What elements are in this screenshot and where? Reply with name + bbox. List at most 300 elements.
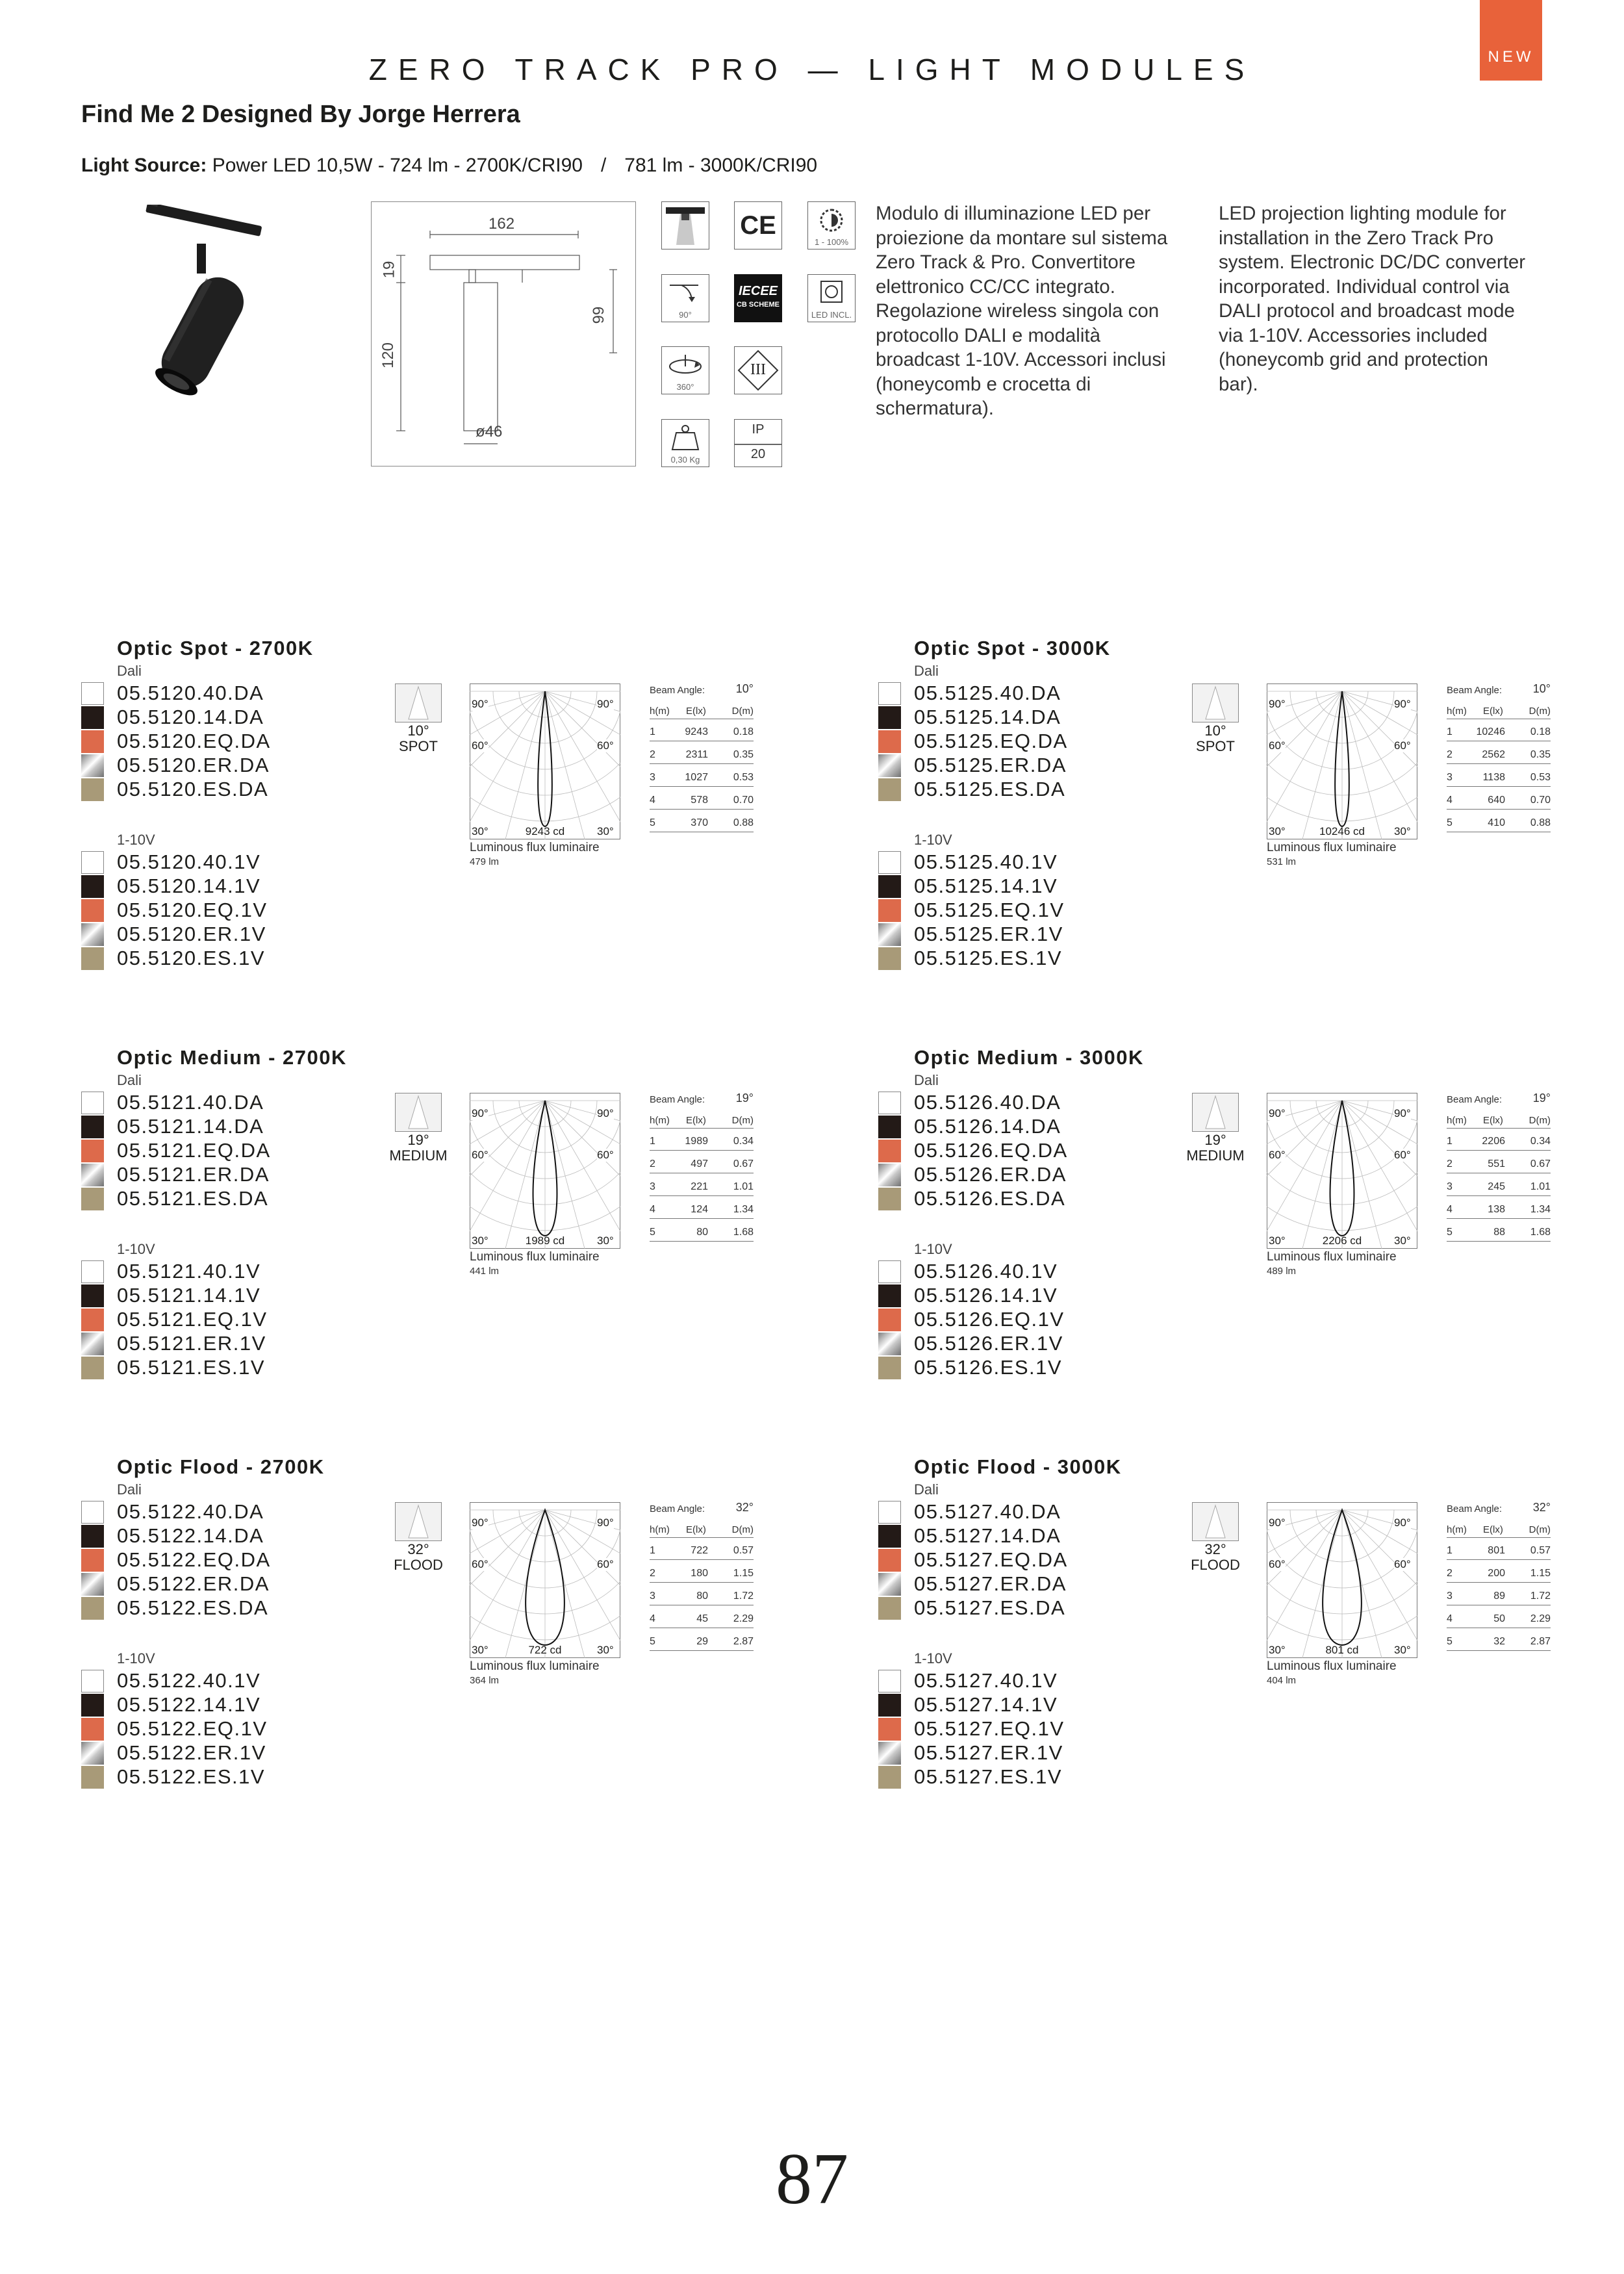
cell-diameter: 0.67	[733, 1158, 754, 1169]
luminous-flux-label: Luminous flux luminaire	[1267, 1250, 1397, 1264]
table-header-row	[650, 704, 754, 719]
cell-diameter: 0.18	[1530, 726, 1551, 737]
product-code: 05.5120.ES.1V	[117, 947, 266, 969]
finish-swatch-black	[878, 875, 901, 898]
product-code: 05.5120.14.DA	[117, 706, 264, 728]
polar-label-60-right: 60°	[597, 1558, 614, 1570]
product-code: 05.5127.ER.1V	[914, 1741, 1063, 1764]
product-code: 05.5122.ER.DA	[117, 1572, 270, 1595]
dali-group-label: Dali	[117, 663, 142, 679]
rotation-icon	[661, 346, 709, 394]
table-row	[650, 771, 754, 787]
cell-diameter: 0.53	[733, 772, 754, 783]
beam-cone-frame	[1192, 1502, 1239, 1541]
beam-cone-frame	[395, 1502, 442, 1541]
cell-illuminance: 29	[696, 1636, 708, 1647]
beam-angle-value: 19°	[735, 1092, 754, 1105]
cell-height: 2	[650, 1568, 655, 1579]
table-row	[1447, 1157, 1551, 1173]
polar-diagram	[1267, 1093, 1417, 1249]
cell-illuminance: 551	[1488, 1158, 1505, 1169]
led-included-icon	[807, 274, 856, 322]
illuminance-table	[650, 1094, 754, 1250]
cell-illuminance: 2311	[685, 749, 708, 760]
product-code: 05.5127.EQ.DA	[914, 1548, 1068, 1571]
cell-illuminance: 2206	[1482, 1136, 1505, 1147]
cell-height: 1	[1447, 1136, 1453, 1147]
finish-swatch-orange	[81, 1718, 104, 1741]
polar-label-60-right: 60°	[597, 1149, 614, 1161]
section-title: Optic Medium - 3000K	[914, 1046, 1144, 1069]
polar-candela: 2206 cd	[1322, 1234, 1362, 1247]
product-code: 05.5122.ER.1V	[117, 1741, 266, 1764]
luminous-flux-value: 404 lm	[1267, 1675, 1297, 1686]
beam-cone-icon	[1206, 1505, 1225, 1538]
polar-label-30-right: 30°	[1394, 825, 1411, 837]
cell-illuminance: 89	[1493, 1591, 1505, 1602]
beam-angle-value: 32°	[735, 1501, 754, 1514]
beam-cone-icon	[409, 1096, 428, 1129]
dim-height-side: 66	[589, 306, 607, 324]
table-row	[650, 748, 754, 764]
optic-section	[878, 1455, 1593, 1819]
cell-height: 5	[650, 1227, 655, 1238]
polar-label-60-right: 60°	[1394, 1149, 1411, 1161]
one-ten-group-label: 1-10V	[914, 1241, 952, 1257]
finish-swatch-chrome	[878, 1333, 901, 1355]
col-d-header: D(m)	[731, 1524, 754, 1535]
beam-degrees: 32°	[407, 1541, 429, 1557]
cell-illuminance: 245	[1488, 1181, 1505, 1192]
cell-diameter: 1.68	[1530, 1227, 1551, 1238]
beam-angle-label: Beam Angle:	[1447, 1094, 1503, 1105]
cell-height: 5	[650, 817, 655, 828]
cell-illuminance: 50	[1493, 1613, 1505, 1624]
finish-swatch-black	[81, 1694, 104, 1717]
finish-swatch-bronze	[81, 778, 104, 801]
cell-diameter: 1.68	[733, 1227, 754, 1238]
polar-candela: 722 cd	[528, 1644, 562, 1656]
table-row	[1447, 1134, 1551, 1151]
cell-height: 5	[1447, 817, 1453, 828]
table-row	[1447, 1225, 1551, 1242]
table-row	[1447, 1203, 1551, 1219]
cell-height: 3	[650, 1181, 655, 1192]
product-code: 05.5122.40.1V	[117, 1669, 261, 1692]
cell-height: 5	[650, 1636, 655, 1647]
polar-label-90-left: 90°	[472, 1107, 488, 1119]
table-row	[1447, 1589, 1551, 1605]
optic-section	[81, 1046, 796, 1410]
finish-swatch-orange	[81, 1140, 104, 1162]
polar-label-30-left: 30°	[472, 1644, 488, 1656]
cell-height: 2	[1447, 749, 1453, 760]
beam-angle-value: 10°	[735, 682, 754, 695]
one-ten-group-label: 1-10V	[914, 1650, 952, 1667]
cell-height: 5	[1447, 1227, 1453, 1238]
one-ten-group-label: 1-10V	[117, 832, 155, 848]
polar-label-60-right: 60°	[1394, 1558, 1411, 1570]
finish-swatch-bronze	[81, 1357, 104, 1379]
beam-type-icon	[1186, 1093, 1245, 1164]
col-h-header: h(m)	[1447, 1524, 1467, 1535]
product-code: 05.5126.ER.DA	[914, 1163, 1067, 1186]
finish-swatch-chrome	[81, 923, 104, 946]
cell-diameter: 1.72	[733, 1591, 754, 1602]
polar-label-30-right: 30°	[597, 825, 614, 837]
finish-swatch-black	[81, 1284, 104, 1307]
track-profile-icon	[661, 201, 709, 249]
dali-group-label: Dali	[914, 1481, 939, 1498]
dim-width: 162	[488, 215, 515, 233]
finish-swatch-black	[878, 1525, 901, 1548]
finish-swatch-white	[878, 1501, 901, 1524]
table-row	[1447, 725, 1551, 741]
description-english: LED projection lighting module for installation in the Zero Track Pro system. Electronic DC/DC converter incorporated. Individual control via DALI protocol and broadcast mode via 1-10V. Accessories included (honeycomb grid and protection bar).	[1219, 203, 1526, 395]
one-ten-group-label: 1-10V	[117, 1241, 155, 1257]
cell-illuminance: 200	[1488, 1568, 1505, 1579]
cell-diameter: 0.70	[1530, 795, 1551, 806]
product-code: 05.5120.40.DA	[117, 682, 264, 704]
polar-label-30-left: 30°	[472, 1234, 488, 1247]
product-code: 05.5125.ER.1V	[914, 923, 1063, 945]
table-row	[650, 1589, 754, 1605]
col-h-header: h(m)	[650, 706, 670, 717]
polar-candela: 1989 cd	[525, 1234, 565, 1247]
cell-diameter: 0.53	[1530, 772, 1551, 783]
finish-swatch-black	[878, 1284, 901, 1307]
polar-label-60-right: 60°	[1394, 739, 1411, 752]
page-number: 87	[776, 2139, 848, 2219]
finish-swatch-black	[878, 706, 901, 729]
finish-swatch-white	[81, 1670, 104, 1693]
beam-angle-value: 32°	[1532, 1501, 1551, 1514]
product-code: 05.5122.14.1V	[117, 1693, 261, 1716]
polar-label-60-left: 60°	[1269, 1558, 1286, 1570]
beam-degrees: 10°	[1204, 722, 1226, 739]
weight-icon	[661, 419, 709, 467]
table-row	[650, 793, 754, 810]
polar-label-60-left: 60°	[472, 1149, 488, 1161]
polar-label-30-right: 30°	[1394, 1644, 1411, 1656]
luminous-flux-value: 489 lm	[1267, 1266, 1297, 1277]
polar-label-90-right: 90°	[1394, 1516, 1411, 1529]
beam-cone-icon	[409, 687, 428, 719]
col-e-header: E(lx)	[686, 1524, 706, 1535]
table-row	[1447, 1180, 1551, 1196]
product-code: 05.5122.EQ.DA	[117, 1548, 271, 1571]
finish-swatch-black	[878, 1116, 901, 1138]
light-source	[81, 155, 817, 177]
cell-illuminance: 45	[696, 1613, 708, 1624]
cell-diameter: 0.18	[733, 726, 754, 737]
table-header-row	[650, 1114, 754, 1129]
cell-diameter: 1.15	[733, 1568, 754, 1579]
product-code: 05.5126.EQ.1V	[914, 1308, 1065, 1331]
product-name: Find Me 2 Designed By Jorge Herrera	[81, 101, 520, 128]
finish-swatch-white	[81, 1260, 104, 1283]
tilt-icon	[661, 274, 709, 322]
finish-swatch-chrome	[81, 1164, 104, 1186]
finish-swatch-chrome	[878, 1742, 901, 1765]
finish-swatch-black	[878, 1694, 901, 1717]
cell-diameter: 2.87	[1530, 1636, 1551, 1647]
beam-angle-value: 10°	[1532, 682, 1551, 695]
beam-kind: FLOOD	[1191, 1557, 1240, 1573]
cell-diameter: 0.67	[1530, 1158, 1551, 1169]
table-row	[1447, 771, 1551, 787]
polar-label-60-left: 60°	[472, 1558, 488, 1570]
cell-illuminance: 124	[691, 1204, 708, 1215]
polar-label-30-right: 30°	[1394, 1234, 1411, 1247]
finish-swatch-white	[878, 1092, 901, 1114]
cell-illuminance: 80	[696, 1227, 708, 1238]
finish-swatch-white	[878, 1260, 901, 1283]
light-source-2700k: Power LED 10,5W - 724 lm - 2700K/CRI90	[212, 155, 583, 176]
luminous-flux-label: Luminous flux luminaire	[470, 841, 600, 854]
product-code: 05.5126.ES.1V	[914, 1356, 1063, 1379]
cell-height: 1	[650, 1136, 655, 1147]
illuminance-table	[1447, 1503, 1551, 1659]
cell-height: 3	[1447, 772, 1453, 783]
light-source-label: Light Source:	[81, 155, 207, 176]
dimmable-caption: 1 - 100%	[814, 237, 849, 247]
polar-label-30-left: 30°	[1269, 1234, 1286, 1247]
polar-diagram	[470, 1093, 620, 1249]
weight-caption: 0,30 Kg	[670, 455, 700, 465]
finish-swatch-white	[878, 682, 901, 705]
cell-illuminance: 138	[1488, 1204, 1505, 1215]
beam-type-icon	[1192, 683, 1239, 754]
cell-diameter: 0.88	[1530, 817, 1551, 828]
polar-label-60-left: 60°	[472, 739, 488, 752]
polar-label-90-right: 90°	[597, 1516, 614, 1529]
dimmable-icon	[807, 201, 856, 249]
cell-height: 2	[650, 1158, 655, 1169]
product-code: 05.5126.40.1V	[914, 1260, 1058, 1283]
finish-swatch-chrome	[878, 1573, 901, 1596]
finish-swatch-bronze	[878, 778, 901, 801]
cell-diameter: 0.70	[733, 795, 754, 806]
cell-illuminance: 180	[691, 1568, 708, 1579]
col-d-header: D(m)	[1529, 1115, 1551, 1126]
product-code: 05.5120.EQ.1V	[117, 899, 268, 921]
product-code: 05.5122.ES.DA	[117, 1596, 269, 1619]
table-row	[1447, 1612, 1551, 1628]
cell-illuminance: 221	[691, 1181, 708, 1192]
finish-swatch-white	[81, 1092, 104, 1114]
polar-label-90-right: 90°	[597, 1107, 614, 1119]
new-badge: NEW	[1480, 0, 1542, 81]
polar-label-90-left: 90°	[1269, 698, 1286, 710]
finish-swatch-chrome	[878, 923, 901, 946]
product-code: 05.5125.ES.1V	[914, 947, 1063, 969]
cell-diameter: 0.35	[733, 749, 754, 760]
col-d-header: D(m)	[1529, 1524, 1551, 1535]
finish-swatch-chrome	[81, 754, 104, 777]
col-h-header: h(m)	[650, 1524, 670, 1535]
beam-cone-icon	[409, 1505, 428, 1538]
product-code: 05.5127.40.DA	[914, 1500, 1061, 1523]
section-title: Optic Flood - 3000K	[914, 1455, 1122, 1478]
finish-swatch-black	[81, 1116, 104, 1138]
cell-illuminance: 9243	[685, 726, 708, 737]
table-row	[1447, 1635, 1551, 1651]
beam-degrees: 32°	[1204, 1541, 1226, 1557]
product-code: 05.5127.ES.1V	[914, 1765, 1063, 1788]
polar-label-90-right: 90°	[1394, 1107, 1411, 1119]
luminous-flux-label: Luminous flux luminaire	[1267, 1659, 1397, 1673]
finish-swatch-white	[878, 851, 901, 874]
polar-candela: 10246 cd	[1319, 825, 1365, 837]
polar-label-60-left: 60°	[1269, 739, 1286, 752]
dimension-lines	[372, 202, 635, 466]
finish-swatch-bronze	[878, 1597, 901, 1620]
luminous-flux-value: 479 lm	[470, 856, 500, 867]
cell-illuminance: 410	[1488, 817, 1505, 828]
finish-swatch-orange	[81, 1309, 104, 1331]
polar-label-60-right: 60°	[597, 739, 614, 752]
cell-illuminance: 497	[691, 1158, 708, 1169]
finish-swatch-chrome	[81, 1573, 104, 1596]
beam-cone-frame	[395, 1093, 442, 1132]
col-e-header: E(lx)	[1483, 1115, 1503, 1126]
cell-diameter: 1.34	[1530, 1204, 1551, 1215]
col-h-header: h(m)	[1447, 1115, 1467, 1126]
luminous-flux-value: 441 lm	[470, 1266, 500, 1277]
cell-height: 4	[1447, 1613, 1453, 1624]
cell-height: 3	[1447, 1181, 1453, 1192]
beam-degrees: 10°	[407, 722, 429, 739]
product-code: 05.5126.14.DA	[914, 1115, 1061, 1138]
page-title: ZERO TRACK PRO — LIGHT MODULES	[368, 53, 1256, 86]
table-header-row	[1447, 704, 1551, 719]
finish-swatch-chrome	[878, 1164, 901, 1186]
section-title: Optic Spot - 3000K	[914, 637, 1111, 659]
product-code: 05.5122.40.DA	[117, 1500, 264, 1523]
cell-diameter: 0.34	[1530, 1136, 1551, 1147]
cell-illuminance: 88	[1493, 1227, 1505, 1238]
cell-height: 2	[1447, 1568, 1453, 1579]
product-code: 05.5127.14.DA	[914, 1524, 1061, 1547]
cell-height: 3	[650, 772, 655, 783]
finish-swatch-orange	[878, 899, 901, 922]
product-code: 05.5122.EQ.1V	[117, 1717, 268, 1740]
table-row	[1447, 1544, 1551, 1560]
beam-cone-icon	[1206, 1096, 1225, 1129]
dali-group-label: Dali	[117, 1481, 142, 1498]
table-row	[650, 816, 754, 832]
product-code: 05.5125.40.DA	[914, 682, 1061, 704]
polar-label-90-right: 90°	[597, 698, 614, 710]
finish-swatch-orange	[878, 1309, 901, 1331]
cell-diameter: 0.35	[1530, 749, 1551, 760]
cell-height: 4	[650, 1204, 655, 1215]
finish-swatch-orange	[81, 730, 104, 753]
product-code: 05.5126.40.DA	[914, 1091, 1061, 1114]
table-row	[1447, 748, 1551, 764]
cell-illuminance: 370	[691, 817, 708, 828]
light-source-separator: /	[600, 155, 607, 176]
cell-illuminance: 1027	[685, 772, 708, 783]
polar-label-90-left: 90°	[472, 698, 488, 710]
section-title: Optic Medium - 2700K	[117, 1046, 347, 1069]
cell-illuminance: 2562	[1482, 749, 1505, 760]
tilt-caption: 90°	[679, 310, 692, 320]
beam-type-icon	[395, 683, 442, 754]
beam-cone-icon	[1206, 687, 1225, 719]
polar-candela: 801 cd	[1325, 1644, 1359, 1656]
table-header-row	[1447, 1114, 1551, 1129]
optic-section	[81, 1455, 796, 1819]
cell-height: 4	[1447, 1204, 1453, 1215]
cell-diameter: 2.87	[733, 1636, 754, 1647]
col-h-header: h(m)	[1447, 706, 1467, 717]
finish-swatch-black	[81, 875, 104, 898]
product-code: 05.5121.40.1V	[117, 1260, 261, 1283]
polar-diagram	[470, 1502, 620, 1658]
cell-diameter: 1.01	[733, 1181, 754, 1192]
illuminance-table	[650, 682, 754, 841]
table-row	[650, 1612, 754, 1628]
cell-diameter: 0.57	[1530, 1545, 1551, 1556]
beam-kind: SPOT	[399, 738, 438, 754]
luminous-flux-label: Luminous flux luminaire	[470, 1250, 600, 1264]
product-code: 05.5127.ER.DA	[914, 1572, 1067, 1595]
section-title: Optic Spot - 2700K	[117, 637, 314, 659]
dim-height-body: 120	[379, 342, 398, 369]
dali-group-label: Dali	[117, 1072, 142, 1088]
cell-diameter: 1.01	[1530, 1181, 1551, 1192]
luminous-flux-value: 364 lm	[470, 1675, 500, 1686]
product-code: 05.5125.ER.DA	[914, 754, 1067, 776]
beam-kind: MEDIUM	[389, 1147, 448, 1164]
beam-degrees: 19°	[407, 1132, 429, 1148]
section-title: Optic Flood - 2700K	[117, 1455, 325, 1478]
beam-type-icon	[394, 1502, 443, 1573]
product-code: 05.5125.14.DA	[914, 706, 1061, 728]
class-iii-icon: III	[734, 346, 782, 394]
finish-swatch-white	[81, 1501, 104, 1524]
cell-diameter: 0.34	[733, 1136, 754, 1147]
rotation-caption: 360°	[676, 382, 694, 392]
cell-height: 2	[1447, 1158, 1453, 1169]
finish-swatch-bronze	[81, 1766, 104, 1789]
optic-section	[878, 1046, 1593, 1410]
product-code: 05.5127.40.1V	[914, 1669, 1058, 1692]
optic-section	[878, 637, 1593, 1001]
table-row	[650, 725, 754, 741]
finish-swatch-bronze	[81, 1597, 104, 1620]
finish-swatch-bronze	[878, 1188, 901, 1210]
finish-swatch-white	[81, 682, 104, 705]
product-code: 05.5120.ES.DA	[117, 778, 269, 800]
beam-cone-frame	[1192, 683, 1239, 722]
finish-swatch-black	[81, 1525, 104, 1548]
beam-angle-label: Beam Angle:	[650, 685, 705, 696]
product-code: 05.5125.ES.DA	[914, 778, 1066, 800]
product-code: 05.5125.40.1V	[914, 850, 1058, 873]
table-row	[650, 1225, 754, 1242]
finish-swatch-orange	[81, 899, 104, 922]
col-e-header: E(lx)	[1483, 1524, 1503, 1535]
beam-degrees: 19°	[1204, 1132, 1226, 1148]
ip-rating-icon: IP 20	[734, 419, 782, 467]
col-e-header: E(lx)	[1483, 706, 1503, 717]
luminous-flux-value: 531 lm	[1267, 856, 1297, 867]
product-code: 05.5121.14.DA	[117, 1115, 264, 1138]
table-header-row	[1447, 1523, 1551, 1538]
